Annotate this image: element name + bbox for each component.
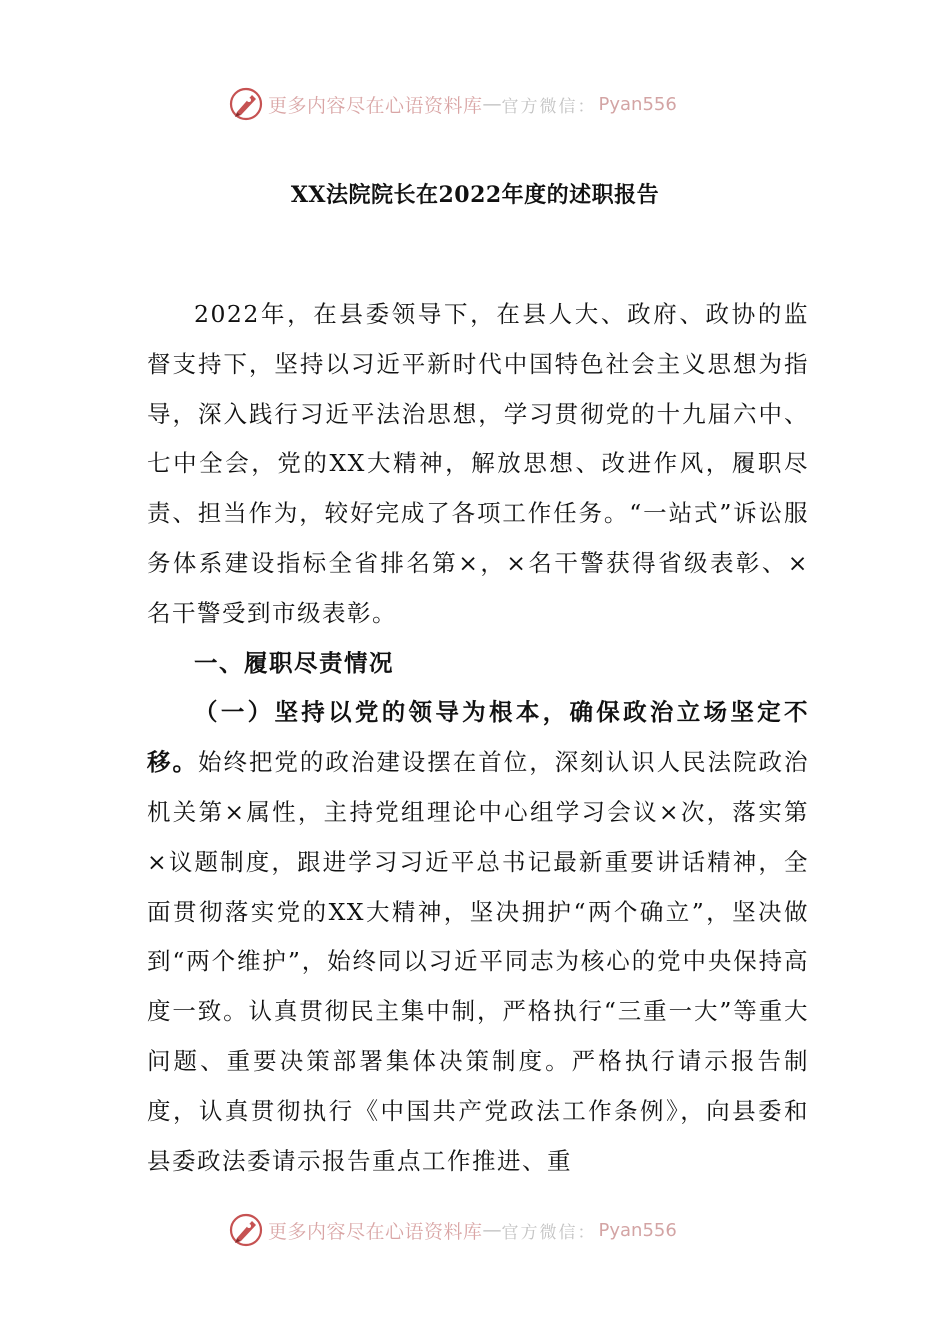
footer-watermark <box>228 1210 677 1250</box>
section-heading: 一、履职尽责情况 <box>194 648 394 677</box>
watermark-wechat-id: Pyan556 <box>598 93 677 115</box>
intro-paragraph: 2022年，在县委领导下，在县人大、政府、政协的监督支持下，坚持以习近平新时代中国特色社会主义思想为指导，深入践行习近平法治思想，学习贯彻党的十九届六中、七中全会，党的XX大精神，解放思想、改进作风，履职尽责、担当作为，较好完成了各项工作任务。“一站式”诉讼服务体系建设指标全省排名第×，×名干警获得省级表彰、×名干警受到市级表彰。 <box>147 300 809 627</box>
watermark-text: 更多内容尽在心语资料库 <box>268 94 483 117</box>
watermark-text: 更多内容尽在心语资料库 <box>268 1220 483 1243</box>
watermark-wechat-id: Pyan556 <box>598 1219 677 1241</box>
header-watermark <box>228 84 677 124</box>
watermark-wechat-label: 官方微信： <box>501 96 597 117</box>
watermark-separator: — <box>482 93 502 115</box>
document-title: XX法院院长在2022年度的述职报告 <box>290 182 660 208</box>
item-lead: （一）坚持以党的领导为根本，确保政治立场坚定不移。 <box>147 698 809 777</box>
item-paragraph <box>147 688 809 1186</box>
watermark-separator: — <box>482 1219 502 1241</box>
pen-circle-logo-icon <box>228 86 264 122</box>
watermark-wechat-label: 官方微信： <box>501 1222 597 1243</box>
document-body <box>147 290 809 1186</box>
item-body: 始终把党的政治建设摆在首位，深刻认识人民法院政治机关第×属性，主持党组理论中心组学习会议×次，落实第×议题制度，跟进学习习近平总书记最新重要讲话精神，全面贯彻落实党的XX大精神，坚决拥护“两个确立”，坚决做到“两个维护”，始终同以习近平同志为核心的党中央保持高度一致。认真贯彻民主集中制，严格执行“三重一大”等重大问题、重要决策部署集体决策制度。严格执行请示报告制度，认真贯彻执行《中国共产党政法工作条例》，向县委和县委政法委请示报告重点工作推进、重 <box>147 748 810 1175</box>
pen-circle-logo-icon <box>228 1212 264 1248</box>
